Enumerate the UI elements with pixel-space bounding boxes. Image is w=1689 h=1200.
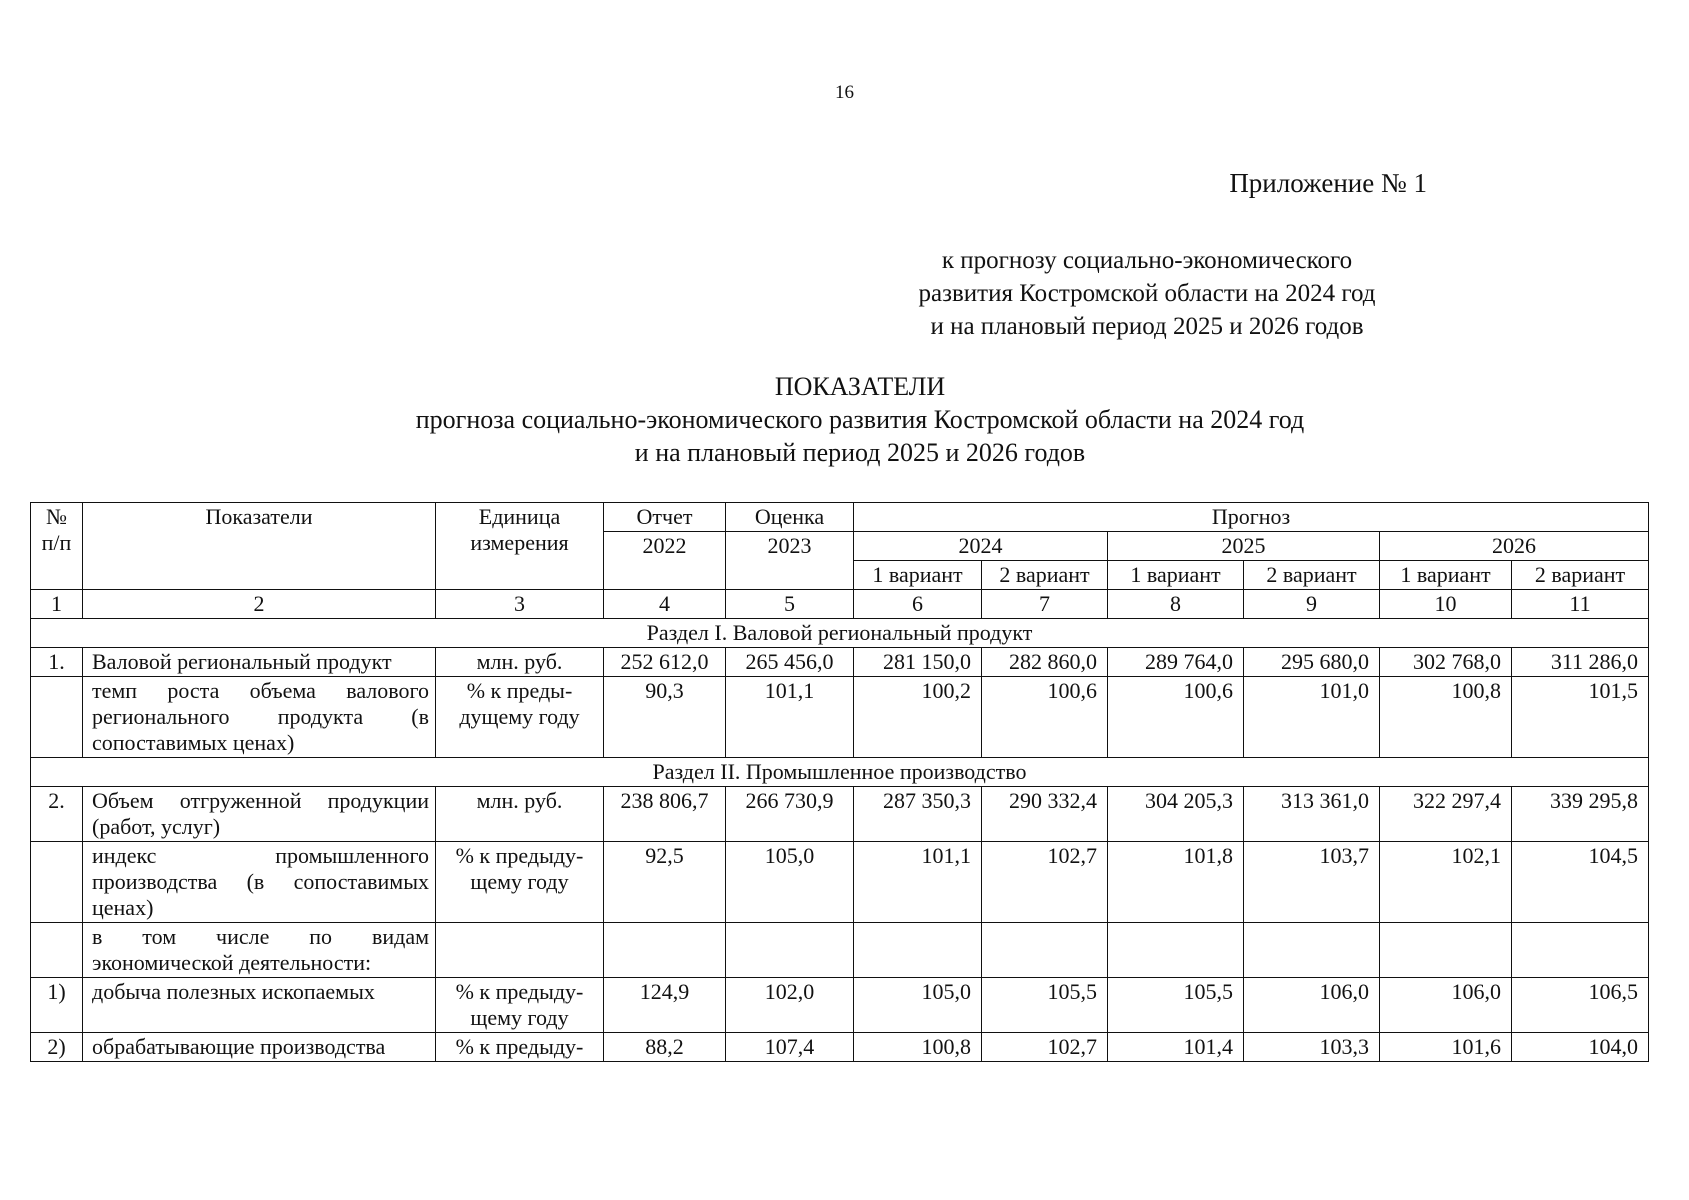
row-number [31, 677, 83, 758]
value-cell: 102,7 [982, 842, 1108, 923]
header-year-2026: 2026 [1380, 532, 1649, 561]
document-heading [0, 370, 1689, 469]
column-number-row [31, 590, 1649, 619]
header-forecast: Прогноз [854, 503, 1649, 532]
appendix-subtitle-line: и на плановый период 2025 и 2026 годов [930, 313, 1364, 340]
value-cell [982, 923, 1108, 978]
unit-cell [436, 923, 604, 978]
unit-cell [436, 978, 604, 1033]
header-year-2024: 2024 [854, 532, 1108, 561]
appendix-title: Приложение № 1 [1229, 168, 1427, 198]
indicator-cell: темп роста объема валового регионального продукта (в сопоставимых ценах) [83, 677, 436, 758]
header-report-label: Отчет [604, 503, 726, 532]
value-cell: 104,5 [1512, 842, 1649, 923]
header-unit-line: Единица [478, 504, 561, 529]
row-number [31, 842, 83, 923]
document-title: ПОКАЗАТЕЛИ [774, 372, 946, 401]
section-row [31, 758, 1649, 787]
value-cell: 88,2 [604, 1033, 726, 1062]
unit-cell [436, 1033, 604, 1062]
value-cell: 101,1 [726, 677, 854, 758]
value-cell: 124,9 [604, 978, 726, 1033]
unit-line: дущему году [459, 704, 580, 729]
appendix-subtitle-line: к прогнозу социально-экономического [941, 247, 1353, 274]
column-number-cell: 5 [726, 590, 854, 619]
document-subtitle-line: прогноза социально-экономического развития Костромской области на 2024 год [415, 405, 1305, 434]
row-number: 1. [31, 648, 83, 677]
forecast-table [30, 502, 1649, 1062]
indicator-cell: в том числе по видам экономической деятельности: [83, 923, 436, 978]
header-variant: 1 вариант [1380, 561, 1512, 590]
unit-line: щему году [470, 1005, 569, 1030]
value-cell: 101,6 [1380, 1033, 1512, 1062]
header-num [31, 503, 83, 590]
header-num-line: № [46, 504, 67, 529]
value-cell [1512, 923, 1649, 978]
value-cell: 289 764,0 [1108, 648, 1244, 677]
row-number: 1) [31, 978, 83, 1033]
indicator-cell: Объем отгруженной продукции (работ, услуг) [83, 787, 436, 842]
value-cell: 103,3 [1244, 1033, 1380, 1062]
value-cell: 100,6 [982, 677, 1108, 758]
column-number-cell: 9 [1244, 590, 1380, 619]
section-title: Раздел II. Промышленное производство [31, 758, 1649, 787]
column-number-cell: 6 [854, 590, 982, 619]
header-num-line: п/п [41, 530, 72, 555]
table-row [31, 1033, 1649, 1062]
appendix-subtitle-line: развития Костромской области на 2024 год [918, 280, 1376, 307]
row-number: 2) [31, 1033, 83, 1062]
table-row [31, 787, 1649, 842]
value-cell [854, 923, 982, 978]
table-row [31, 923, 1649, 978]
value-cell: 265 456,0 [726, 648, 854, 677]
unit-cell [436, 648, 604, 677]
header-row [31, 503, 1649, 532]
value-cell: 102,0 [726, 978, 854, 1033]
unit-cell [436, 677, 604, 758]
header-estimate-year: 2023 [726, 532, 854, 590]
row-number [31, 923, 83, 978]
value-cell: 101,4 [1108, 1033, 1244, 1062]
value-cell: 290 332,4 [982, 787, 1108, 842]
column-number-cell: 1 [31, 590, 83, 619]
value-cell: 100,2 [854, 677, 982, 758]
unit-cell [436, 842, 604, 923]
value-cell: 266 730,9 [726, 787, 854, 842]
column-number-cell: 8 [1108, 590, 1244, 619]
unit-line: % к преды- [466, 678, 573, 703]
column-number-cell: 4 [604, 590, 726, 619]
value-cell: 101,8 [1108, 842, 1244, 923]
table-row [31, 648, 1649, 677]
value-cell [1380, 923, 1512, 978]
table-row [31, 677, 1649, 758]
indicator-cell: Валовой региональный продукт [83, 648, 436, 677]
value-cell: 106,0 [1380, 978, 1512, 1033]
value-cell: 101,1 [854, 842, 982, 923]
value-cell [726, 923, 854, 978]
unit-line: % к предыду- [455, 1034, 584, 1059]
value-cell: 105,5 [1108, 978, 1244, 1033]
value-cell: 304 205,3 [1108, 787, 1244, 842]
value-cell: 107,4 [726, 1033, 854, 1062]
column-number-cell: 7 [982, 590, 1108, 619]
column-number-cell: 10 [1380, 590, 1512, 619]
section-row [31, 619, 1649, 648]
header-variant: 1 вариант [1108, 561, 1244, 590]
value-cell: 105,0 [854, 978, 982, 1033]
value-cell: 102,1 [1380, 842, 1512, 923]
header-estimate-label: Оценка [726, 503, 854, 532]
value-cell: 100,8 [854, 1033, 982, 1062]
value-cell: 101,5 [1512, 677, 1649, 758]
indicator-cell: добыча полезных ископаемых [83, 978, 436, 1033]
value-cell: 104,0 [1512, 1033, 1649, 1062]
value-cell: 90,3 [604, 677, 726, 758]
header-unit-line: измерения [470, 530, 569, 555]
value-cell: 106,5 [1512, 978, 1649, 1033]
table-row [31, 842, 1649, 923]
page-number: 16 [835, 82, 854, 103]
unit-line: % к предыду- [455, 843, 584, 868]
value-cell: 313 361,0 [1244, 787, 1380, 842]
column-number-cell: 2 [83, 590, 436, 619]
value-cell: 281 150,0 [854, 648, 982, 677]
row-number: 2. [31, 787, 83, 842]
header-unit [436, 503, 604, 590]
unit-line: % к предыду- [455, 979, 584, 1004]
column-number-cell: 3 [436, 590, 604, 619]
header-variant: 2 вариант [1512, 561, 1649, 590]
section-title: Раздел I. Валовой региональный продукт [31, 619, 1649, 648]
value-cell [1108, 923, 1244, 978]
header-indicator: Показатели [83, 503, 436, 590]
value-cell: 100,8 [1380, 677, 1512, 758]
value-cell: 295 680,0 [1244, 648, 1380, 677]
indicator-cell: индекс промышленного производства (в сопоставимых ценах) [83, 842, 436, 923]
value-cell: 311 286,0 [1512, 648, 1649, 677]
value-cell: 105,0 [726, 842, 854, 923]
indicator-cell: обрабатывающие производства [83, 1033, 436, 1062]
value-cell: 92,5 [604, 842, 726, 923]
value-cell: 105,5 [982, 978, 1108, 1033]
value-cell: 103,7 [1244, 842, 1380, 923]
value-cell: 102,7 [982, 1033, 1108, 1062]
value-cell: 252 612,0 [604, 648, 726, 677]
table-row [31, 978, 1649, 1033]
value-cell: 339 295,8 [1512, 787, 1649, 842]
table-body [31, 503, 1649, 1062]
header-year-2025: 2025 [1108, 532, 1380, 561]
value-cell: 302 768,0 [1380, 648, 1512, 677]
unit-cell [436, 787, 604, 842]
value-cell: 287 350,3 [854, 787, 982, 842]
document-subtitle-line: и на плановый период 2025 и 2026 годов [634, 438, 1086, 467]
unit-line: млн. руб. [476, 649, 563, 674]
value-cell [1244, 923, 1380, 978]
header-report-year: 2022 [604, 532, 726, 590]
value-cell: 282 860,0 [982, 648, 1108, 677]
value-cell: 100,6 [1108, 677, 1244, 758]
value-cell: 322 297,4 [1380, 787, 1512, 842]
header-variant: 2 вариант [982, 561, 1108, 590]
column-number-cell: 11 [1512, 590, 1649, 619]
unit-line: млн. руб. [476, 788, 563, 813]
value-cell [604, 923, 726, 978]
value-cell: 101,0 [1244, 677, 1380, 758]
value-cell: 238 806,7 [604, 787, 726, 842]
value-cell: 106,0 [1244, 978, 1380, 1033]
appendix-subtitle [867, 244, 1427, 343]
unit-line: щему году [470, 869, 569, 894]
header-variant: 2 вариант [1244, 561, 1380, 590]
header-variant: 1 вариант [854, 561, 982, 590]
